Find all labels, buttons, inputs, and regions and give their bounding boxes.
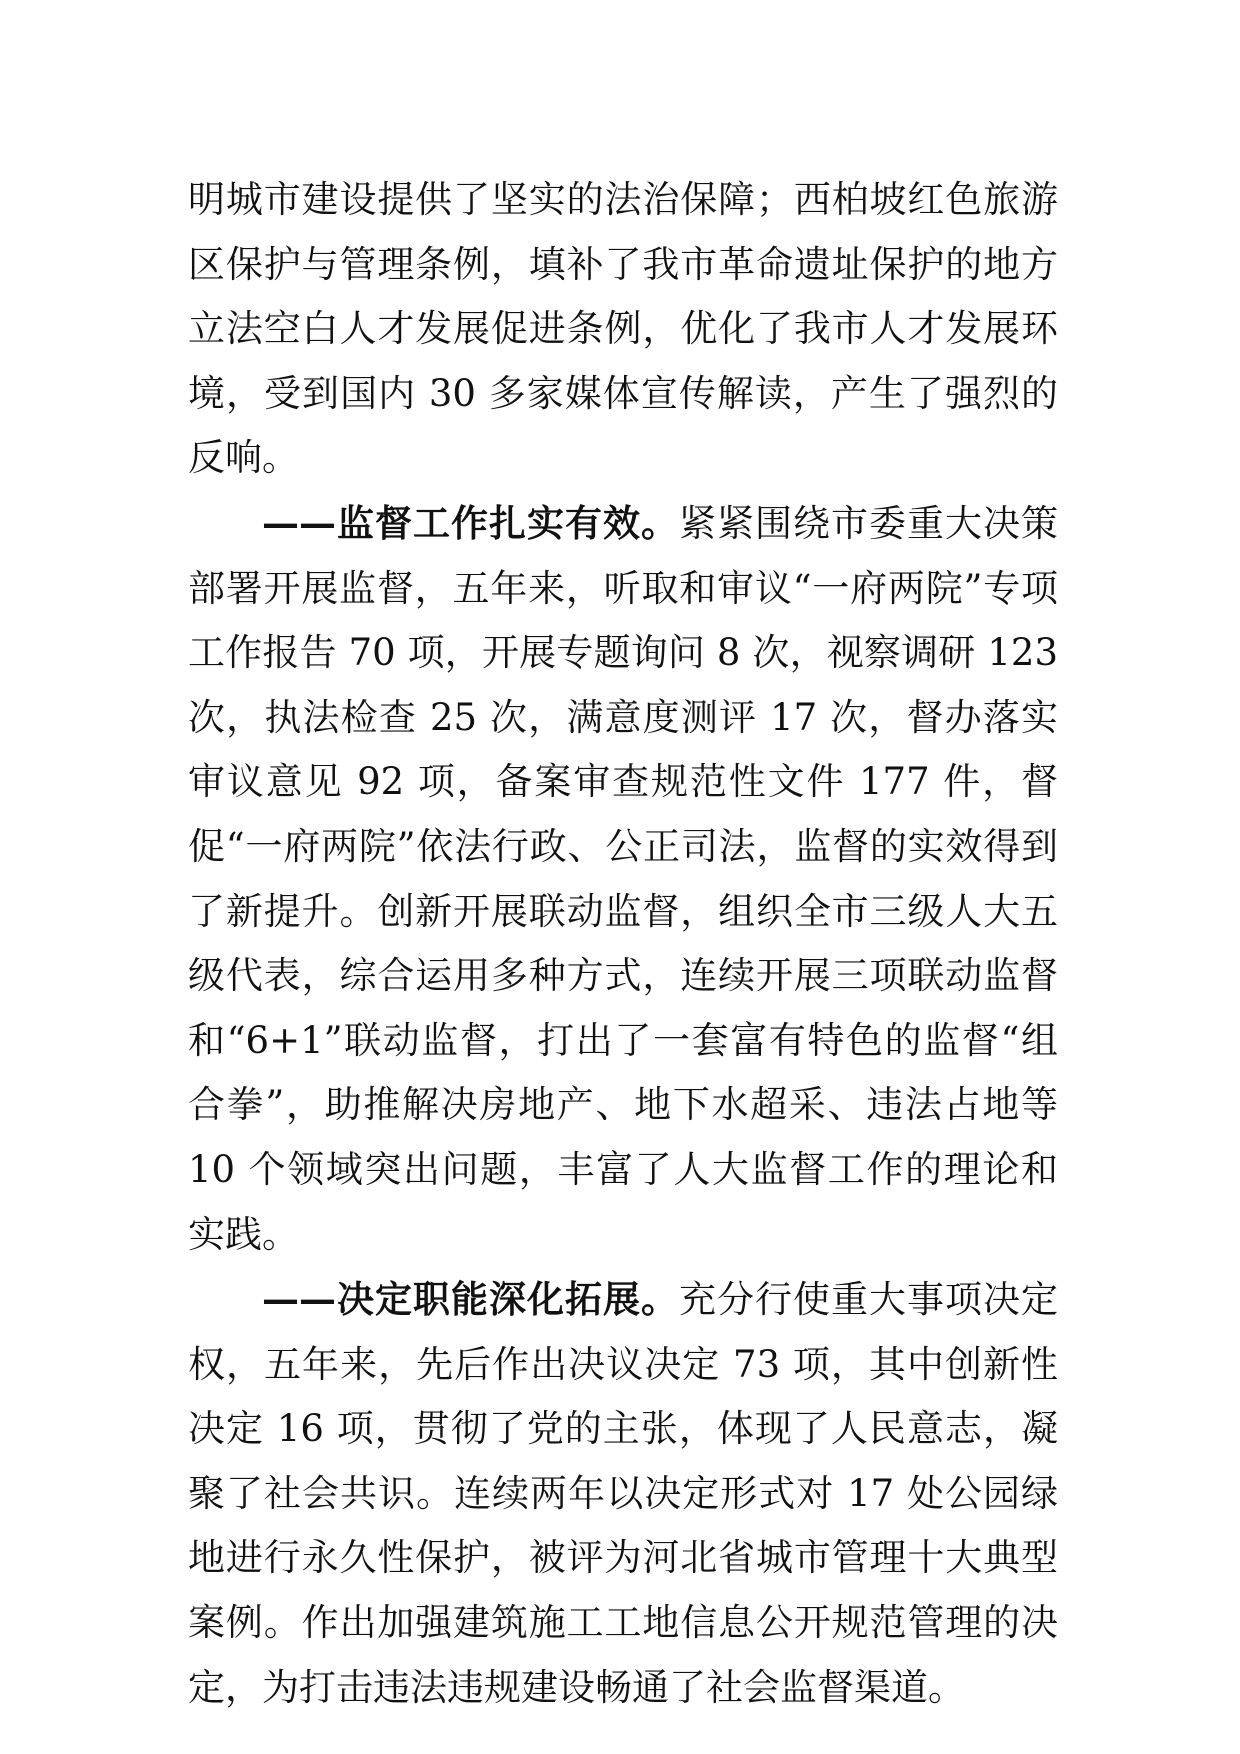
paragraph-heading: ——监督工作扎实有效。 <box>262 500 679 545</box>
document-body <box>188 168 1058 1720</box>
paragraph-text: 充分行使重大事项决定权，五年来，先后作出决议决定 73 项，其中创新性决定 16 项，贯彻了党的主张，体现了人民意志，凝聚了社会共识。连续两年以决定形式对 17 处公园绿地进行永久性保护，被评为河北省城市管理十大典型案例。作出加强建筑施工工地信息公开规范管理的决定，为打击违法违规建设畅通了社会监督渠道。 <box>188 1278 1058 1709</box>
paragraph-heading: ——决定职能深化拓展。 <box>262 1277 679 1322</box>
paragraph-text: 紧紧围绕市委重大决策部署开展监督，五年来，听取和审议“一府两院”专项工作报告 70 项，开展专题询问 8 次，视察调研 123 次，执法检查 25 次，满意度测评 17 次，督办落实审议意见 92 项，备案审查规范性文件 177 件，督促“一府两院”依法行政、公正司法，监督的实效得到了新提升。创新开展联动监督，组织全市三级人大五级代表，综合运用多种方式，连续开展三项联动监督和“6+1”联动监督，打出了一套富有特色的监督“组合拳”，助推解决房地产、地下水超采、违法占地等 10 个领域突出问题，丰富了人大监督工作的理论和实践。 <box>188 501 1058 1256</box>
paragraph-continuation <box>188 168 1058 491</box>
paragraph-decision <box>188 1267 1058 1720</box>
paragraph-text: 明城市建设提供了坚实的法治保障；西柏坡红色旅游区保护与管理条例，填补了我市革命遗址保护的地方立法空白人才发展促进条例，优化了我市人才发展环境，受到国内 30 多家媒体宣传解读，产生了强烈的反响。 <box>188 178 1058 480</box>
paragraph-supervision <box>188 491 1058 1267</box>
